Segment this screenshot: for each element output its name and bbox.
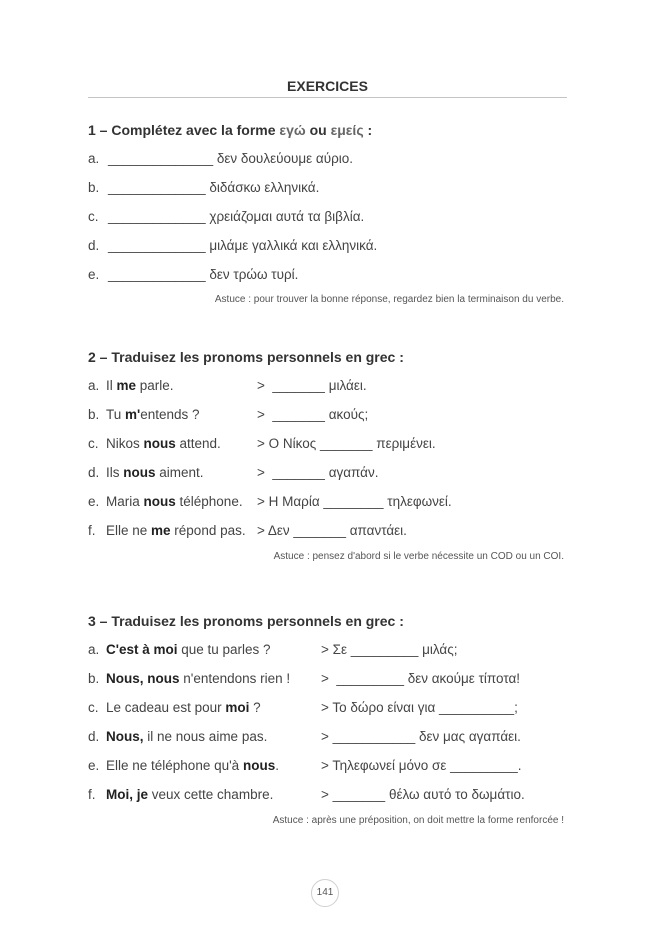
- greek-answer: > _______ θέλω αυτό το δωμάτιο.: [321, 787, 525, 802]
- greek-answer: > Σε _________ μιλάς;: [321, 642, 458, 657]
- exercise-2-item: f. Elle ne me répond pas. > Δεν _______ απαντάει.: [88, 523, 407, 538]
- greek-answer: > Η Μαρία ________ τηλεφωνεί.: [257, 494, 452, 509]
- exercise-2-item: e. Maria nous téléphone. > Η Μαρία ________ τηλεφωνεί.: [88, 494, 452, 509]
- exercise-2-item: d. Ils nous aiment. > _______ αγαπάν.: [88, 465, 379, 480]
- exercise-1-item: a. ______________ δεν δουλεύουμε αύριο.: [88, 151, 354, 166]
- exercise-2-item: c. Nikos nous attend. > Ο Νίκος _______ περιμένει.: [88, 436, 436, 451]
- greek-word-ego: εγώ: [279, 122, 306, 138]
- exercise-3-item: a. C'est à moi que tu parles ? > Σε _________ μιλάς;: [88, 642, 458, 657]
- answer-blank: _____________: [108, 209, 206, 224]
- greek-answer: > _______ ακούς;: [257, 407, 369, 422]
- greek-answer: > Δεν _______ απαντάει.: [257, 523, 407, 538]
- exercise-1-item: c. _____________ χρειάζομαι αυτά τα βιβλία.: [88, 209, 365, 224]
- exercise-1-item: e. _____________ δεν τρώω τυρί.: [88, 267, 299, 282]
- greek-answer: > ___________ δεν μας αγαπάει.: [321, 729, 521, 744]
- greek-answer: > _________ δεν ακούμε τίποτα!: [321, 671, 521, 686]
- greek-answer: > Ο Νίκος _______ περιμένει.: [257, 436, 436, 451]
- exercise-3-item: f. Moi, je veux cette chambre. > _______ θέλω αυτό το δωμάτιο.: [88, 787, 525, 802]
- exercise-1-heading: 1 – Complétez avec la forme εγώ ou εμείς :: [88, 122, 373, 138]
- exercise-1-item: d. _____________ μιλάμε γαλλικά και ελληνικά.: [88, 238, 378, 253]
- exercise-3-tip: Astuce : après une préposition, on doit mettre la forme renforcée !: [272, 815, 564, 826]
- greek-word-emeis: εμείς: [330, 122, 364, 138]
- exercise-2-item: a. Il me parle. > _______ μιλάει.: [88, 378, 367, 393]
- answer-blank: ______________: [108, 151, 214, 166]
- exercise-2-item: b. Tu m'entends ? > _______ ακούς;: [88, 407, 369, 422]
- title-divider: [88, 97, 567, 98]
- greek-answer: > Τηλεφωνεί μόνο σε _________.: [321, 758, 522, 773]
- answer-blank: _____________: [108, 267, 206, 282]
- exercise-2-tip: Astuce : pensez d'abord si le verbe nécessite un COD ou un COI.: [273, 551, 564, 562]
- exercise-3-item: b. Nous, nous n'entendons rien ! > _________ δεν ακούμε τίποτα!: [88, 671, 521, 686]
- exercise-3-item: d. Nous, il ne nous aime pas. > ___________ δεν μας αγαπάει.: [88, 729, 521, 744]
- exercise-3-heading: 3 – Traduisez les pronoms personnels en grec :: [88, 613, 404, 629]
- answer-blank: _____________: [108, 238, 206, 253]
- page-number: 141: [311, 879, 339, 907]
- page-title: EXERCICES: [287, 78, 368, 94]
- greek-answer: > _______ αγαπάν.: [257, 465, 379, 480]
- exercise-3-item: e. Elle ne téléphone qu'à nous. > Τηλεφωνεί μόνο σε _________.: [88, 758, 522, 773]
- greek-answer: > _______ μιλάει.: [257, 378, 367, 393]
- exercise-1-item: b. _____________ διδάσκω ελληνικά.: [88, 180, 320, 195]
- answer-blank: _____________: [108, 180, 206, 195]
- exercise-1-tip: Astuce : pour trouver la bonne réponse, regardez bien la terminaison du verbe.: [214, 294, 564, 305]
- exercise-2-heading: 2 – Traduisez les pronoms personnels en grec :: [88, 349, 404, 365]
- greek-answer: > Το δώρο είναι για __________;: [321, 700, 518, 715]
- exercise-3-item: c. Le cadeau est pour moi ? > Το δώρο είναι για __________;: [88, 700, 518, 715]
